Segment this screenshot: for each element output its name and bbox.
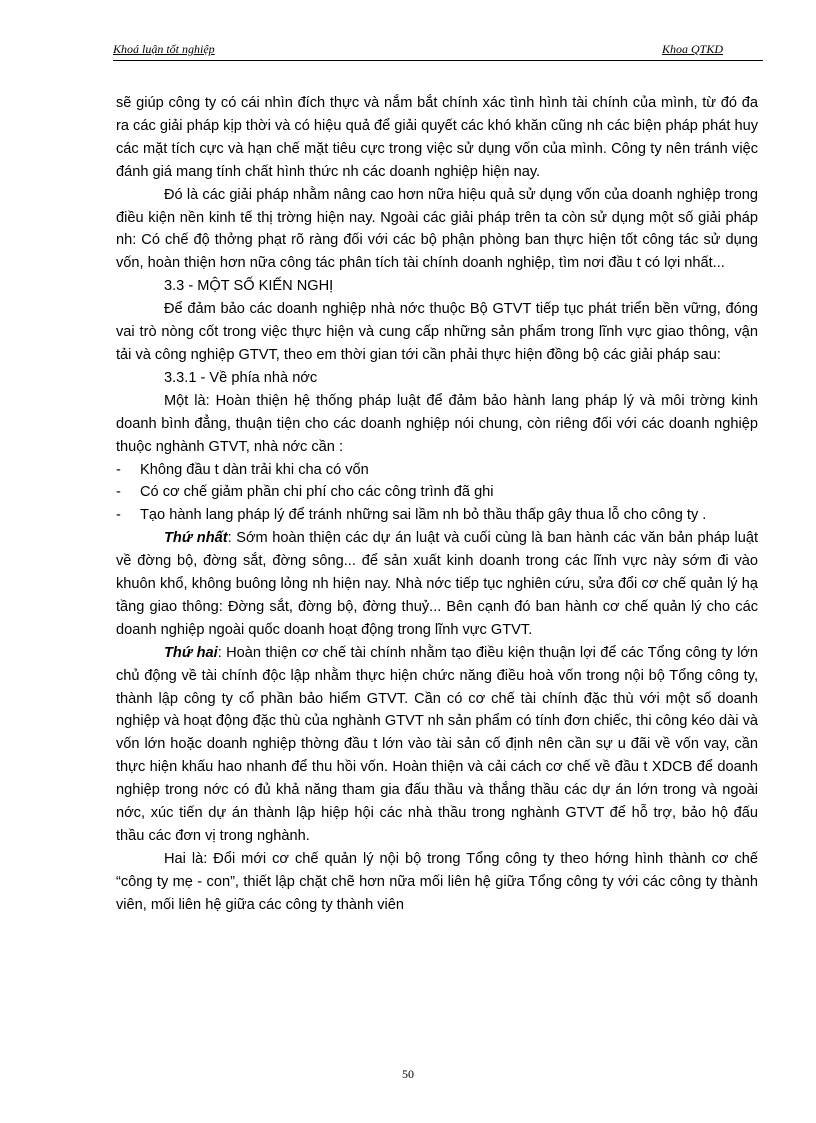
header-faculty: Khoa QTKD — [661, 42, 723, 56]
paragraph-first — [116, 527, 758, 642]
dash-bullet-icon: - — [116, 461, 121, 478]
list-item — [116, 504, 758, 527]
paragraph-two: Hai là: Đổi mới cơ chế quản lý nội bộ trong Tổng công ty theo hớng hình thành cơ chế “công ty mẹ - con”, thiết lập chặt chẽ hơn nữa mối liên hệ giữa Tổng công ty với các công ty thành viên, mối liên hệ giữa các công ty thành viên — [116, 850, 758, 913]
paragraph-text: : Sớm hoàn thiện các dự án luật và cuối cùng là ban hành các văn bản pháp luật về đờng bộ, đờng sắt, đờng sông... để sản xuất kinh doanh trong các lĩnh vực này sớm đi vào khuôn khổ, không buông lỏng nh hiện nay. Nhà nớc tiếp tục nghiên cứu, sửa đổi cơ chế quản lý hạ tầng giao thông: Đờng sắt, đờng bộ, đờng thuỷ... Bên cạnh đó ban hành cơ chế quản lý cho các doanh nghiệp ngoài quốc doanh hoạt động trong lĩnh vực GTVT. — [116, 530, 759, 638]
list-item-text: Có cơ chế giảm phần chi phí cho các công trình đã ghi — [140, 484, 494, 501]
page-header — [113, 40, 763, 61]
subsection-heading-3-3-1: 3.3.1 - Về phía nhà nớc — [164, 369, 318, 386]
paragraph-first-point: Một là: Hoàn thiện hệ thống pháp luật để đảm bảo hành lang pháp lý và môi trờng kinh doanh bình đẳng, thuận tiện cho các doanh nghiệp nói chung, còn riêng đối với các doanh nghiệp thuộc nghành GTVT, nhà nớc cần : — [116, 392, 758, 455]
dash-bullet-icon: - — [116, 507, 121, 524]
emphasis-label: Thứ hai — [164, 644, 218, 661]
dash-bullet-icon: - — [116, 484, 121, 501]
header-thesis-title: Khoá luận tốt nghiệp — [113, 42, 215, 56]
list-item-text: Không đầu t dàn trải khi cha có vốn — [140, 461, 369, 478]
page-number: 50 — [402, 1067, 414, 1081]
list-item — [116, 481, 758, 504]
paragraph-continued: sẽ giúp công ty có cái nhìn đích thực và nắm bắt chính xác tình hình tài chính của mình, từ đó đa ra các giải pháp kịp thời và có hiệu quả để giải quyết các khó khăn cũng nh các biện pháp phát huy các mặt tích cực và hạn chế mặt tiêu cực trong việc sử dụng vốn của mình. Công ty nên tránh việc đánh giá mang tính chất hình thức nh các doanh nghiệp hiện nay. — [116, 95, 758, 180]
list-item-text: Tạo hành lang pháp lý để tránh những sai lầm nh bỏ thầu thấp gây thua lỗ cho công ty . — [140, 507, 707, 524]
paragraph-intro-recommendations: Để đảm bảo các doanh nghiệp nhà nớc thuộc Bộ GTVT tiếp tục phát triển bền vững, đóng vai trò nòng cốt trong việc thực hiện và cung cấp những sản phẩm trong lĩnh vực giao thông, vận tải và công nghiệp GTVT, theo em thời gian tới cần phải thực hiện đồng bộ các giải pháp sau: — [116, 301, 758, 363]
section-heading-3-3: 3.3 - MỘT SỐ KIẾN NGHỊ — [164, 278, 334, 295]
emphasis-label: Thứ nhất — [164, 530, 228, 547]
document-body — [116, 92, 758, 917]
paragraph-solutions: Đó là các giải pháp nhằm nâng cao hơn nữa hiệu quả sử dụng vốn của doanh nghiệp trong điều kiện nền kinh tế thị trờng hiện nay. Ngoài các giải pháp trên ta còn sử dụng một số giải pháp nh: Có chế độ thởng phạt rõ ràng đối với các bộ phận phòng ban thực hiện tốt công tác sử dụng vốn, hoàn thiện hơn nữa công tác phân tích tài chính doanh nghiệp, tìm nơi đầu t có lợi nhất... — [116, 186, 758, 272]
paragraph-second — [116, 642, 758, 848]
list-item — [116, 459, 758, 482]
paragraph-text: : Hoàn thiện cơ chế tài chính nhằm tạo điều kiện thuận lợi để các Tổng công ty lớn chủ động về tài chính độc lập nhằm thực hiện chức năng điều hoà vốn trong nội bộ Tổng công ty, thành lập công ty cổ phần bảo hiểm GTVT. Cần có cơ chế tài chính đặc thù với một số doanh nghiệp và hoạt động đặc thù của nghành GTVT nh sản phẩm có tính đơn chiếc, thi công kéo dài và vốn lớn hoặc doanh nghiệp thờng đầu t lớn vào tài sản cố định nên cần sự u đãi về vốn vay, cần thực hiện khấu hao nhanh để thu hồi vốn. Hoàn thiện và cải cách cơ chế về đầu t XDCB để doanh nghiệp trong nớc có đủ khả năng tham gia đấu thầu và thắng thầu các dự án lớn trong và ngoài nớc, xúc tiến dự án thành lập hiệp hội các nhà thầu trong nghành GTVT để hỗ trợ, bảo hộ đấu thầu các đơn vị trong nghành. — [116, 644, 758, 844]
